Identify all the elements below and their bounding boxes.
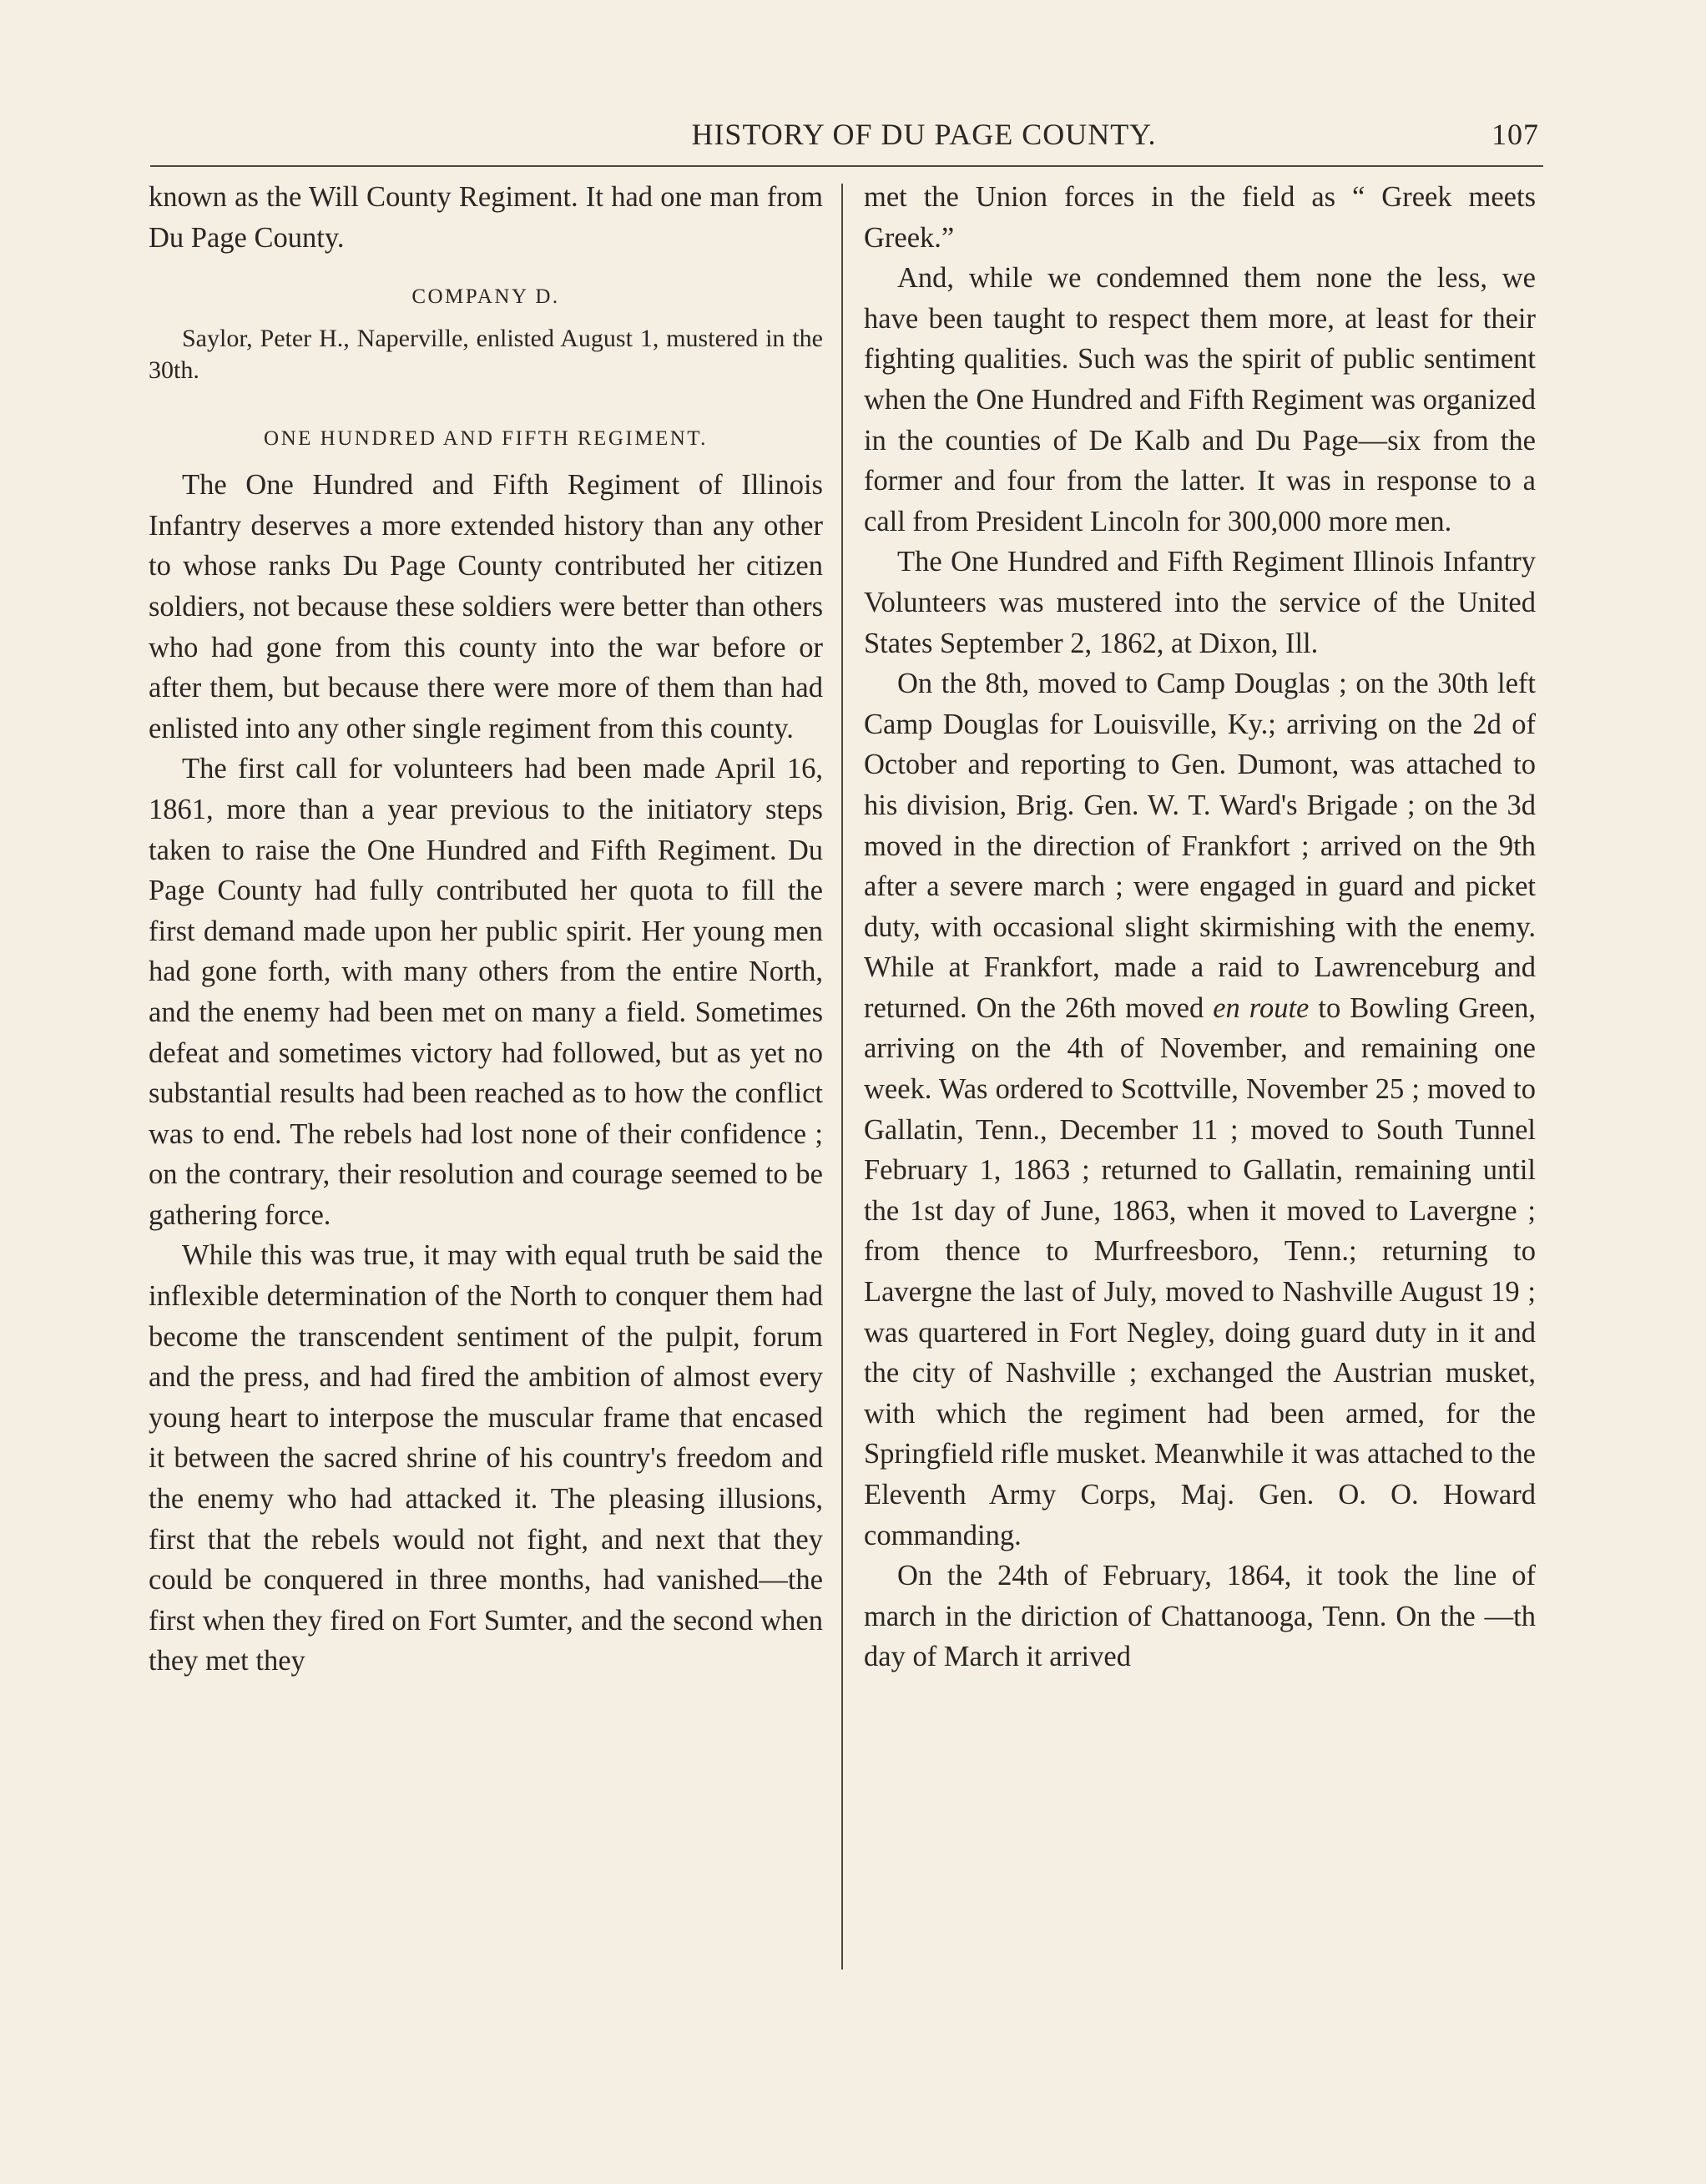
continued-paragraph: met the Union forces in the field as “ Greek meets Greek.” [864, 181, 1536, 254]
column-divider [841, 184, 843, 1970]
company-entry: Saylor, Peter H., Naperville, enlisted August 1, mustered in the 30th. [149, 325, 823, 385]
paragraph: The One Hundred and Fifth Regiment Illinois Infantry Volunteers was mustered into the service of the United States September 2, 1862, at Dixon, Ill. [864, 546, 1536, 659]
continued-paragraph: known as the Will County Regiment. It had one man from Du Page County. [149, 181, 823, 254]
left-column [149, 177, 823, 1682]
page-number: 107 [1491, 118, 1539, 151]
paragraph: The One Hundred and Fifth Regiment of Illinois Infantry deserves a more extended history than any other to whose ranks Du Page County contributed her citizen soldiers, not because these soldiers were better than others who had gone from this county into the war before or after them, but because there were more of them than had enlisted into any other single regiment from this county. [149, 469, 823, 744]
italic-phrase: en route [1213, 991, 1310, 1024]
paragraph: On the 24th of February, 1864, it took the line of march in the diriction of Chattanooga, Tenn. On the —th day of March it arrived [864, 1560, 1536, 1673]
running-header [150, 117, 1539, 159]
text-run: to Bowling Green, arriving on the 4th of November, and remaining one week. Was ordered to Scottville, November 25 ; moved to Gallatin, Tenn., December 11 ; moved to South Tunnel February 1, 1863 ; returned to Gallatin, remaining until the 1st day of June, 1863, when it moved to Lavergne ; from thence to Murfreesboro, Tenn.; returning to Lavergne the last of July, moved to Nashville August 19 ; was quartered in Fort Negley, doing guard duty in it and the city of Nashville ; exchanged the Austrian musket, with which the regiment had been armed, for the Springfield rifle musket. Meanwhile it was attached to the Eleventh Army Corps, Maj. Gen. O. O. Howard commanding. [864, 991, 1537, 1551]
section-heading: ONE HUNDRED AND FIFTH REGIMENT. [264, 427, 708, 451]
paragraph: The first call for volunteers had been made April 16, 1861, more than a year previous to the initiatory steps taken to raise the One Hundred and Fifth Regiment. Du Page County had fully contributed her quota to fill the first demand made upon her public spirit. Her young men had gone forth, with many others from the entire North, and the enemy had been met on many a field. Sometimes defeat and sometimes victory had followed, but as yet no substantial results had been reached as to how the conflict was to end. The rebels had lost none of their confidence ; on the contrary, their resolution and courage seemed to be gathering force. [149, 753, 823, 1231]
text-run: On the 8th, moved to Camp Douglas ; on the 30th left Camp Douglas for Louisville, Ky.; arriving on the 2d of October and reporting to Gen. Dumont, was attached to his division, Brig. Gen. W. T. Ward's Brigade ; on the 3d moved in the direction of Frankfort ; arrived on the 9th after a severe march ; were engaged in guard and picket duty, with occasional slight skirmishing with the enemy. While at Frankfort, made a raid to Lawrenceburg and returned. On the 26th moved [864, 668, 1536, 1024]
paragraph: And, while we condemned them none the less, we have been taught to respect them more, at least for their fighting qualities. Such was the spirit of public sentiment when the One Hundred and Fifth Regiment was organized in the counties of De Kalb and Du Page—six from the former and four from the latter. It was in response to a call from President Lincoln for 300,000 more men. [864, 262, 1536, 537]
paragraph [864, 663, 1536, 1556]
header-rule [150, 165, 1543, 167]
company-heading: COMPANY D. [411, 285, 560, 309]
right-column [864, 177, 1536, 1677]
running-title: HISTORY OF DU PAGE COUNTY. [691, 118, 1157, 151]
paragraph: While this was true, it may with equal truth be said the inflexible determination of the North to conquer them had become the transcendent sentiment of the pulpit, forum and the press, and had fired the ambition of almost every young heart to interpose the muscular frame that encased it between the sacred shrine of his country's freedom and the enemy who had attacked it. The pleasing illusions, first that the rebels would not fight, and next that they could be conquered in three months, had vanished—the first when they fired on Fort Sumter, and the second when they met they [149, 1239, 823, 1677]
